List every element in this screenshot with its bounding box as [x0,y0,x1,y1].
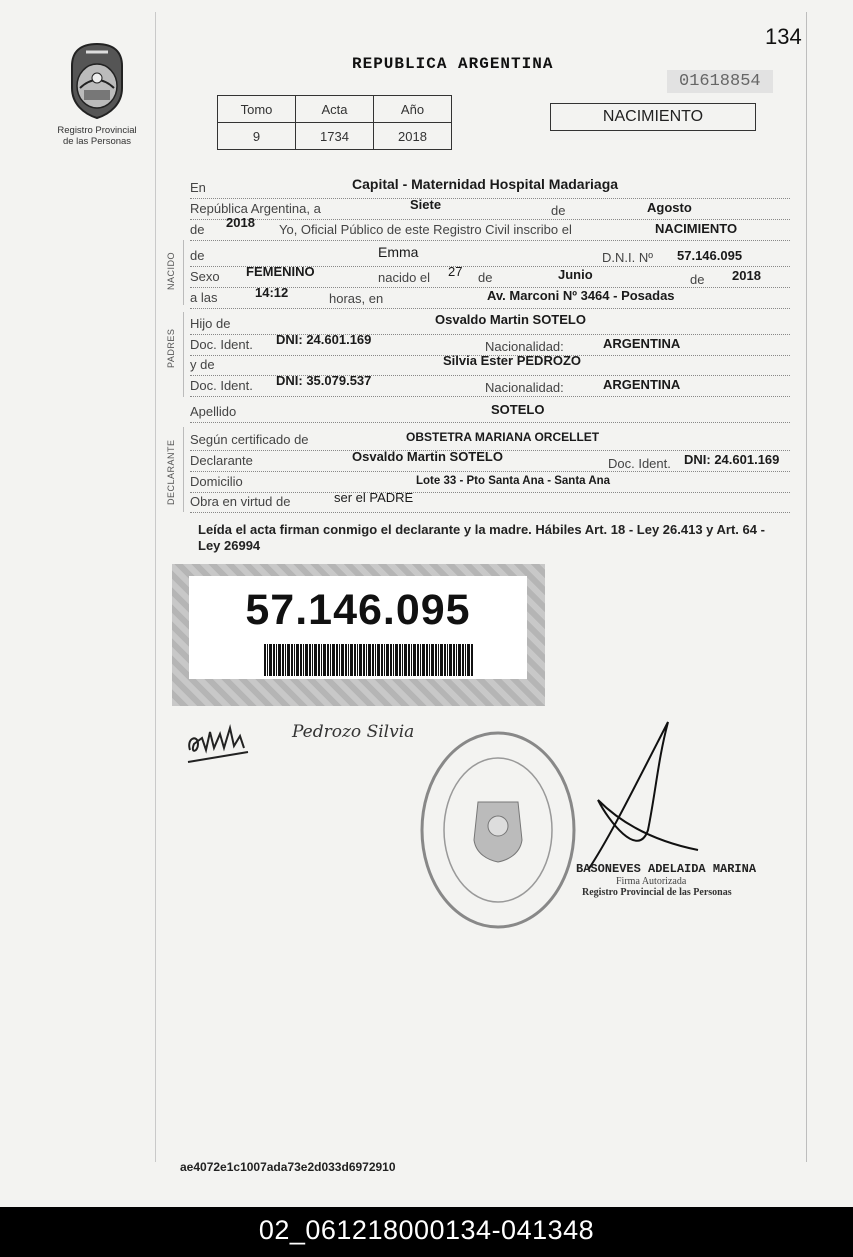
nacionalidad-label: Nacionalidad: [485,380,564,395]
authority-signature [578,720,708,880]
closing-note: Leída el acta firman conmigo el declarante y la madre. Hábiles Art. 18 - Ley 26.413 y Art. 64 - Ley 26994 [198,522,765,553]
section-label-nacido: NACIDO [166,251,176,290]
section-label-declarante: DECLARANTE [166,439,176,505]
de-label: de [190,222,205,237]
doc-label: Doc. Ident. [190,378,253,393]
dni-sticker [172,564,545,706]
page-number: 134 [765,24,802,49]
section-divider [183,312,184,397]
registration-place: Capital - Maternidad Hospital Madariaga [352,176,619,192]
declarante-label: Declarante [190,453,253,468]
doc-label: Doc. Ident. [608,456,671,471]
nacionalidad-label: Nacionalidad: [485,339,564,354]
mother-nationality: ARGENTINA [603,377,681,392]
declarante-name: Osvaldo Martin SOTELO [352,449,503,464]
obra-value: ser el PADRE [334,490,414,505]
father-name: Osvaldo Martin SOTELO [435,312,586,327]
file-id: 02_061218000134-041348 [258,1215,595,1245]
sticker-label [189,576,527,679]
authority-name: BASONEVES ADELAIDA MARINA [576,862,757,876]
table-header-anio: Año [374,96,452,123]
horas-label: horas, en [329,291,384,306]
officer-text: Yo, Oficial Público de este Registro Civil inscribo el [279,222,572,237]
section-label-padres: PADRES [166,328,176,368]
event-type: NACIMIENTO [655,221,738,236]
certifier: OBSTETRA MARIANA ORCELLET [406,430,600,444]
birth-time: 14:12 [255,285,289,300]
registration-month: Agosto [647,200,692,215]
registration-day: Siete [410,197,442,212]
signature-declarante [184,718,264,768]
mother-name: Silvia Ester PEDROZO [443,353,581,368]
nacido-label: nacido el [378,270,431,285]
child-name: Emma [378,244,419,260]
child-dni: 57.146.095 [677,248,743,263]
registry-table [217,95,452,150]
serial-number: 01618854 [667,70,773,93]
table-header-tomo: Tomo [218,96,296,123]
de-label: de [551,203,566,218]
republica-label: República Argentina, a [190,201,321,216]
signature-madre: Pedrozo Silvia [292,722,415,742]
apellido-label: Apellido [190,404,237,419]
father-nationality: ARGENTINA [603,336,681,351]
birth-year: 2018 [732,268,761,283]
de-label: de [190,248,205,263]
de-label: de [478,270,493,285]
hijo-label: Hijo de [190,316,231,331]
authority-org: Registro Provincial de las Personas [582,887,732,898]
section-divider [183,240,184,305]
surname: SOTELO [491,402,545,417]
alas-label: a las [190,290,218,305]
domicilio: Lote 33 - Pto Santa Ana - Santa Ana [416,475,611,487]
table-value-tomo: 9 [218,123,296,150]
table-value-acta: 1734 [296,123,374,150]
en-label: En [190,180,206,195]
sticker-number: 57.146.095 [245,586,471,634]
registry-logo [52,42,142,147]
logo-caption: Registro Provincial de las Personas [57,125,137,147]
birth-day: 27 [448,264,463,279]
birth-place: Av. Marconi Nº 3464 - Posadas [487,288,675,303]
barcode-icon [264,644,474,676]
section-divider [183,427,184,512]
coat-of-arms-icon [66,42,128,120]
sexo-label: Sexo [190,269,220,284]
declarante-doc: DNI: 24.601.169 [684,452,780,467]
form-line [190,402,790,423]
record-type-box: NACIMIENTO [550,103,756,131]
father-doc: DNI: 24.601.169 [276,332,372,347]
document-title: REPUBLICA ARGENTINA [352,55,554,73]
de-label: de [690,272,705,287]
official-seal-icon [420,730,580,930]
document-hash: ae4072e1c1007ada73e2d033d6972910 [180,1160,396,1174]
file-id-bar [0,1207,853,1257]
authority-role: Firma Autorizada [616,876,687,887]
child-sex: FEMENINO [246,264,315,279]
table-value-anio: 2018 [374,123,452,150]
doc-label: Doc. Ident. [190,337,253,352]
dni-label: D.N.I. Nº [602,250,653,265]
registration-year: 2018 [226,215,255,230]
certificado-label: Según certificado de [190,432,309,447]
obra-label: Obra en virtud de [190,494,291,509]
table-header-acta: Acta [296,96,374,123]
mother-doc: DNI: 35.079.537 [276,373,372,388]
yde-label: y de [190,357,215,372]
authority-block [576,862,776,898]
domicilio-label: Domicilio [190,474,243,489]
birth-month: Junio [558,267,593,282]
